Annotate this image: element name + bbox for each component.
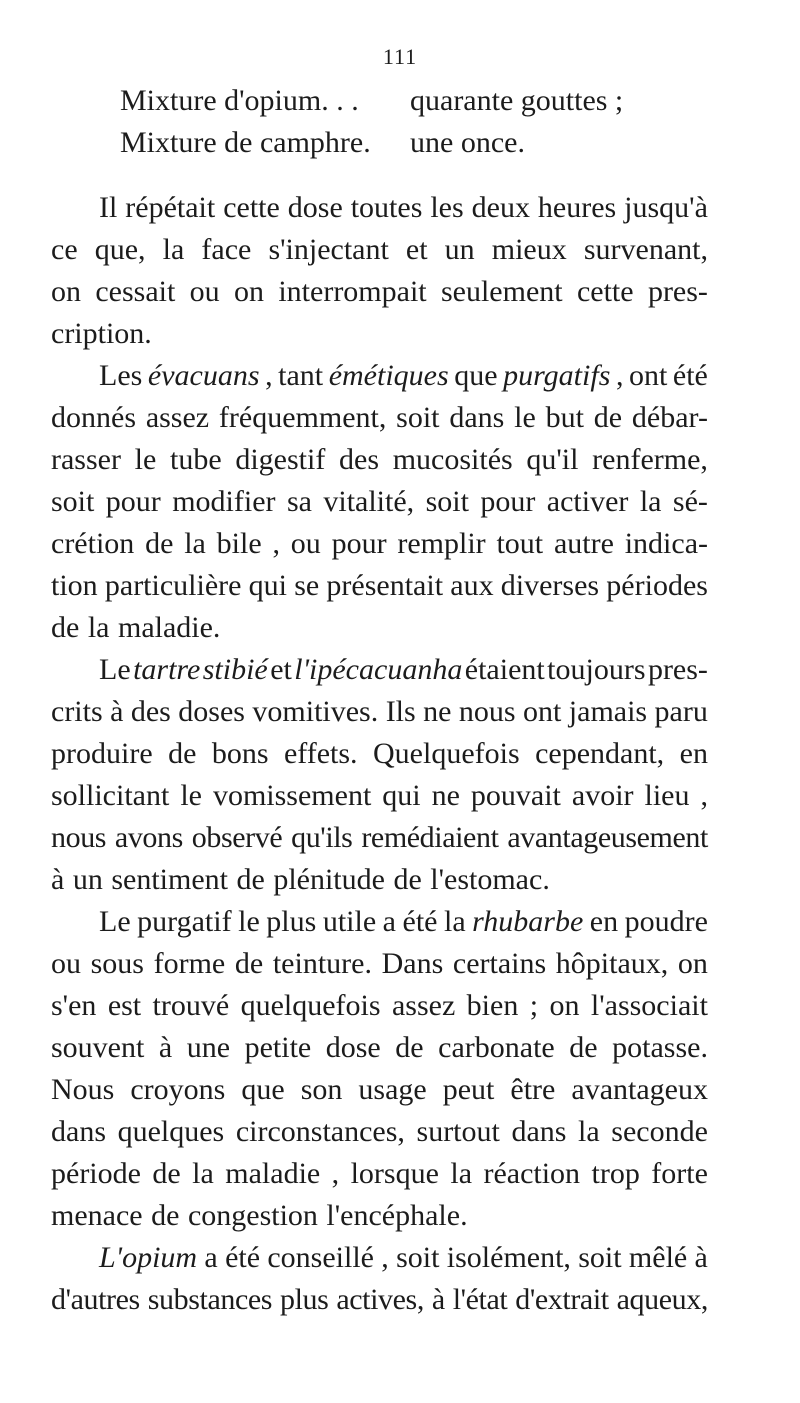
word: purgatifs [503,359,611,392]
word: d'autres [51,1283,140,1316]
word: pouvait [470,779,561,812]
word: cessait [95,275,176,308]
body-text [51,187,708,1321]
word: lorsque [350,1157,439,1190]
word: évacuans [147,359,260,392]
word: souvent [51,1031,145,1064]
word: ou [290,527,321,560]
word: Le [99,653,131,686]
word: remplir [397,527,486,560]
word: sentiment [111,863,228,896]
word: avantageux [571,1073,708,1106]
word: renferme, [592,443,708,476]
word: digestif [235,443,326,476]
word: plénitude [273,863,385,896]
word: soit [51,485,95,518]
prescription-item: Mixture de camphre. [120,126,371,159]
word: bile [216,527,262,560]
word: à [694,1241,708,1274]
word: dose [325,1031,381,1064]
text-line [51,481,708,523]
word: été [402,905,438,938]
text-line [51,565,708,607]
word: ont [629,359,668,392]
page-number: 111 [382,44,418,69]
word: l'encéphale. [326,1199,468,1232]
word: usage [358,1073,427,1106]
word: potasse. [612,1031,708,1064]
word: pour [331,527,387,560]
word: pour [105,485,161,518]
word: s'en [51,989,97,1022]
text-line [51,271,708,313]
word: bons [211,737,269,770]
word: été [225,1241,261,1274]
word: réaction [483,1157,581,1190]
word: le [180,779,202,812]
text-line [51,229,708,271]
word: l'estomac. [430,863,550,896]
word: fréquemment, [218,401,387,434]
word: et [270,653,292,686]
word: soit [396,1241,440,1274]
word: sé- [672,485,708,518]
word: Quelquefois [373,737,520,770]
word: que, [94,233,146,266]
word: maladie [225,1157,321,1190]
word: deux [471,191,530,224]
word: isolément, [446,1241,571,1274]
word: vomissement [212,779,372,812]
text-line [51,313,708,355]
word: aqueux, [616,1283,708,1316]
word: substances [147,1283,273,1316]
word: de [569,1031,598,1064]
word: teinture. [272,947,372,980]
text-line [51,355,708,397]
word: on [677,947,708,980]
word: dans [511,1115,567,1148]
word: la [443,905,466,938]
word: , [381,1241,389,1274]
word: L'opium [99,1241,198,1274]
word: qui [248,569,288,602]
word: périodes [606,569,708,602]
word: effets. [283,737,358,770]
word: pres- [647,275,708,308]
word: donnés [51,401,136,434]
word: but [545,401,584,434]
word: est [107,989,142,1022]
word: petite [244,1031,312,1064]
word: l'associait [590,989,708,1022]
word: la [184,527,206,560]
word: étaient [464,653,545,686]
word: on [234,275,264,308]
word: rhubarbe [472,905,584,938]
word: conseillé [267,1241,374,1274]
word: de [236,863,265,896]
word: qui [382,779,421,812]
word: , [265,359,273,392]
word: indica- [624,527,708,560]
word: jamais [568,695,648,728]
word: soit [578,1241,622,1274]
word: soit [396,401,440,434]
word: que [241,1073,285,1106]
prescription-dose: une once. [410,126,525,159]
word: crits [51,695,103,728]
word: certains [452,947,547,980]
word: des [339,443,380,476]
word: ne [423,695,452,728]
word: ou [189,275,220,308]
word: la [162,233,185,266]
word: quelquefois [240,989,381,1022]
word: a [382,905,396,938]
word: que [454,359,498,392]
word: de [51,611,80,644]
text-line [51,901,708,943]
word: peut [442,1073,495,1106]
word: la [450,1157,473,1190]
word: diverses [500,569,600,602]
word: , [272,527,280,560]
word: la [578,1115,600,1148]
word: ne [431,779,460,812]
word: vitalité, [323,485,415,518]
text-line [51,775,708,817]
word: répétait [125,191,216,224]
word: actives, [336,1283,424,1316]
text-line [51,943,708,985]
word: nous [51,821,107,854]
word: été [672,359,708,392]
text-line [51,733,708,775]
word: débar- [631,401,708,434]
text-line [51,1279,708,1321]
word: tant [278,359,324,392]
word: nous [458,695,516,728]
word: une [186,1031,231,1064]
word: dose [287,191,343,224]
word: de [593,401,623,434]
word: mucosités [392,443,513,476]
word: d'extrait [515,1283,609,1316]
word: de [395,1031,424,1064]
word: s'injectant [268,233,389,266]
prescription-dose: quarante gouttes ; [410,84,624,117]
word: assez [391,989,456,1022]
word: seconde [611,1115,708,1148]
word: avantageusement [507,821,708,854]
word: son [300,1073,343,1106]
word: Nous [51,1073,115,1106]
word: paru [654,695,708,728]
word: a [204,1241,218,1274]
text-line [51,817,708,859]
word: pres- [647,653,708,686]
word: qu'ils [291,821,353,854]
word: en [679,737,708,770]
word: congestion [187,1199,318,1232]
text-line [51,1069,708,1111]
word: tout [496,527,544,560]
text-line [51,1195,708,1237]
word: soit [425,485,469,518]
text-line [51,397,708,439]
word: trop [591,1157,640,1190]
word: sous [90,947,144,980]
word: la [87,611,110,644]
word: hôpitaux, [555,947,669,980]
word: à [110,695,124,728]
word: tartre [133,653,201,686]
word: cription. [51,317,152,350]
word: bien [466,989,519,1022]
word: autre [553,527,614,560]
word: crétion [51,527,135,560]
word: se [294,569,320,602]
word: de [145,527,174,560]
text-line [51,691,708,733]
word: cette [576,275,634,308]
word: mieux [491,233,567,266]
word: croyons [130,1073,226,1106]
prescription-row [120,122,623,164]
word: plus [280,1283,329,1316]
text-line [51,1153,708,1195]
word: purgatif [137,905,232,938]
word: l'ipécacuanha [294,653,463,686]
word: l'état [452,1283,508,1316]
word: maladie. [117,611,221,644]
prescription-item: Mixture d'opium. . . [120,84,359,117]
word: , [615,359,624,392]
word: à [51,863,65,896]
word: qu'il [526,443,579,476]
word: Le [99,905,131,938]
word: le [238,905,260,938]
word: émétiques [328,359,449,392]
word: quelques [117,1115,225,1148]
word: vomitives. [252,695,379,728]
prescription-list [120,80,623,164]
word: forme [153,947,226,980]
word: produire [51,737,153,770]
word: à [431,1283,445,1316]
word: surtout [416,1115,500,1148]
word: cette [223,191,280,224]
word: Les [99,359,143,392]
word: modifier [172,485,276,518]
word: face [201,233,252,266]
word: interrompait [278,275,427,308]
word: heures [537,191,617,224]
word: pour [480,485,536,518]
text-line [51,607,708,649]
text-line [51,1111,708,1153]
text-line [51,187,708,229]
word: doses [178,695,245,728]
word: et [405,233,428,266]
text-line [51,985,708,1027]
word: sollicitant [51,779,170,812]
word: de [393,863,422,896]
word: en [589,905,619,938]
word: on [549,989,580,1022]
word: mêlé [628,1241,688,1274]
prescription-row [120,80,623,122]
word: sa [286,485,312,518]
word: , [331,1157,340,1190]
word: , [700,779,708,812]
word: un [444,233,475,266]
word: les [430,191,464,224]
word: utile [322,905,377,938]
word: tube [170,443,222,476]
word: dans [449,401,505,434]
word: être [510,1073,556,1106]
word: dans [51,1115,106,1148]
word: trouvé [152,989,230,1022]
word: circonstances, [235,1115,405,1148]
word: le [514,401,536,434]
word: stibié [202,653,268,686]
word: tion [51,569,98,602]
word: seulement [440,275,563,308]
word: activer [546,485,629,518]
word: présentait [326,569,444,602]
word: on [51,275,81,308]
word: à [158,1031,173,1064]
word: jusqu'à [624,191,708,224]
word: aux [450,569,494,602]
word: des [130,695,171,728]
word: ont [523,695,562,728]
word: carbonate [438,1031,555,1064]
word: ou [51,947,81,980]
word: la [192,1157,214,1190]
word: de [151,1199,180,1232]
word: Il [99,191,118,224]
word: plus [266,905,317,938]
word: remédiaient [361,821,499,854]
word: observé [191,821,283,854]
word: ; [529,989,539,1022]
word: un [72,863,103,896]
word: poudre [624,905,708,938]
word: toujours [547,653,646,686]
word: la [639,485,662,518]
word: période [51,1157,141,1190]
text-line [51,1237,708,1279]
text-line [51,859,708,901]
word: assez [145,401,210,434]
word: avons [114,821,183,854]
word: toutes [350,191,423,224]
word: Ils [385,695,416,728]
word: survenant, [583,233,708,266]
word: de [168,737,197,770]
text-line [51,439,708,481]
word: de [234,947,264,980]
word: le [134,443,157,476]
word: cependant, [535,737,665,770]
word: rasser [51,443,121,476]
word: avoir [571,779,634,812]
word: Dans [381,947,444,980]
word: particulière [104,569,242,602]
word: menace [51,1199,143,1232]
word: de [152,1157,181,1190]
text-line [51,1027,708,1069]
word: ce [51,233,78,266]
word: forte [651,1157,708,1190]
word: lieu [644,779,690,812]
text-line [51,649,708,691]
text-line [51,523,708,565]
